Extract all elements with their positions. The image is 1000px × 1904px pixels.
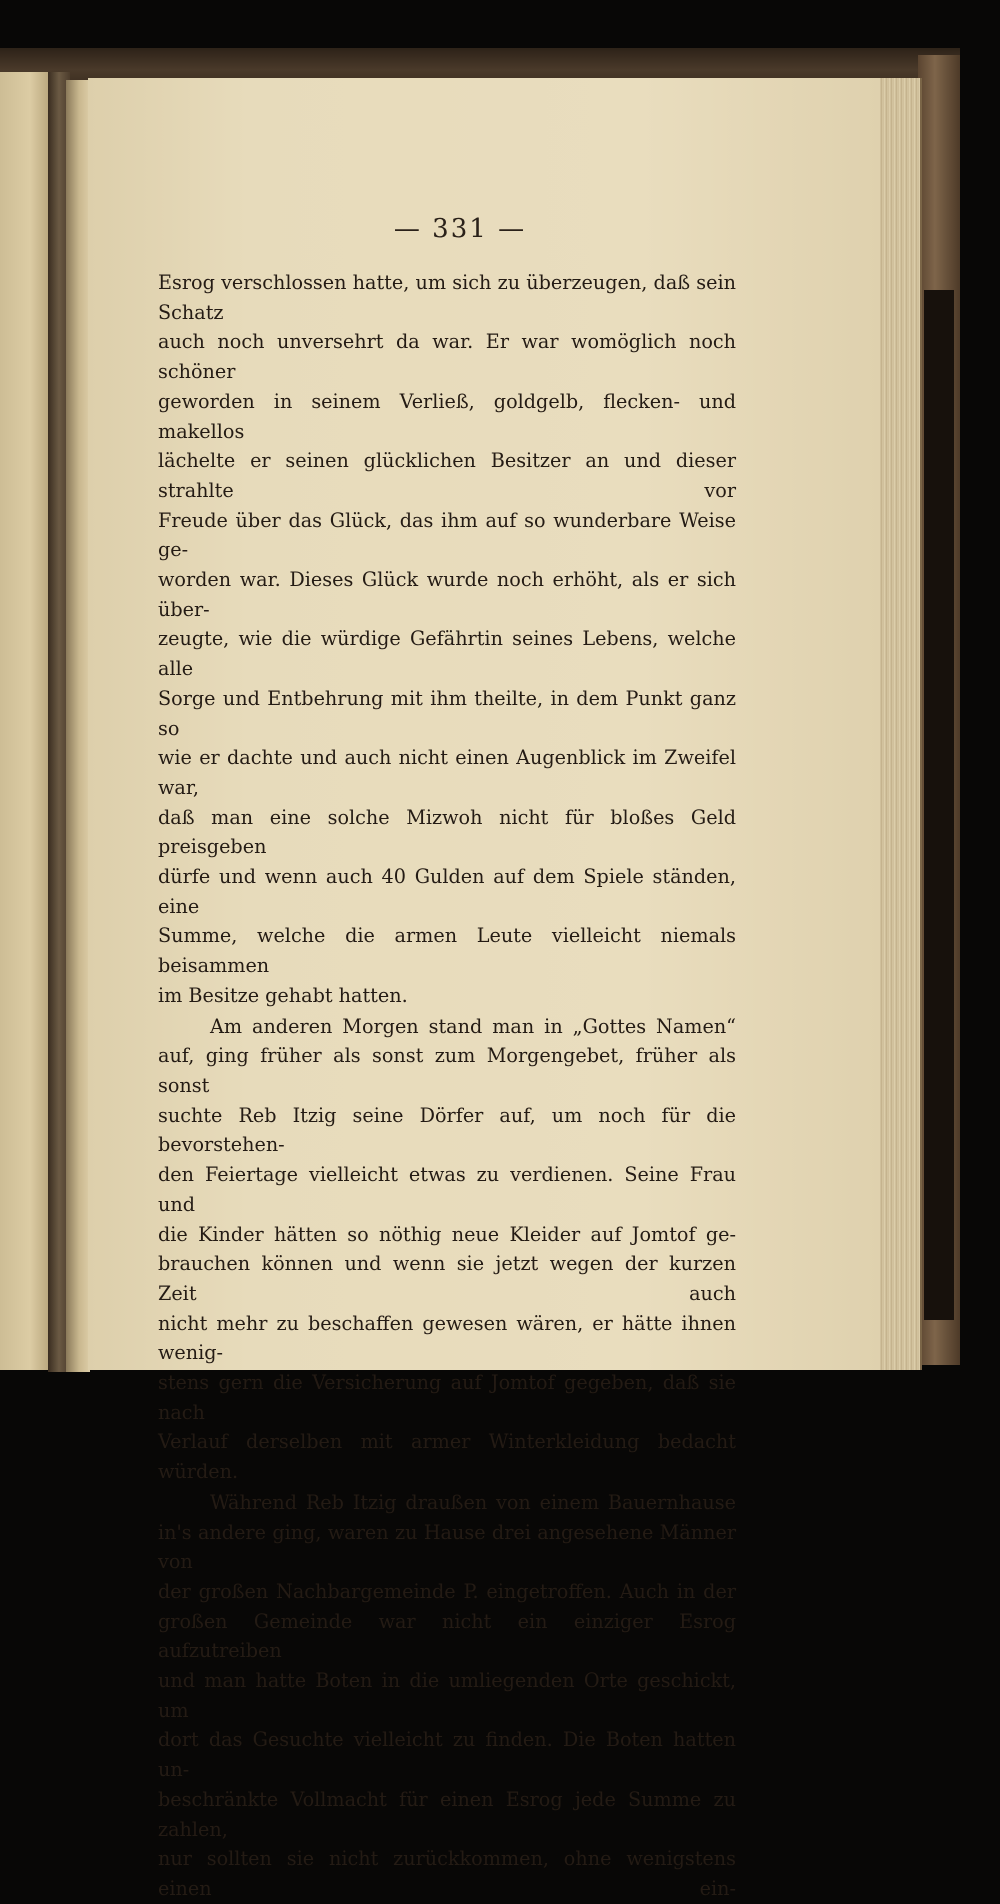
text-line: geworden in seinem Verließ, goldgelb, flecken- und makellos <box>158 389 736 443</box>
text-line: worden war. Dieses Glück wurde noch erhöht, als er sich über- <box>158 568 736 621</box>
text-line: Summe, welche die armen Leute vielleicht niemals beisammen <box>158 924 736 978</box>
text-line: der großen Nachbargemeinde P. eingetroffen. Auch in der <box>158 1579 736 1603</box>
text-line: wie er dachte und auch nicht einen Augenblick im Zweifel war, <box>158 746 736 799</box>
text-line: Esrog verschlossen hatte, um sich zu überzeugen, daß sein Schatz <box>158 271 736 324</box>
text-line: daß man eine solche Mizwoh nicht für bloßes Geld preisgeben <box>158 805 736 859</box>
left-page-edge <box>0 72 50 1370</box>
binding-shadow <box>924 290 954 1320</box>
text-line: Verlauf derselben mit armer Winterkleidung bedacht würden. <box>158 1430 736 1484</box>
body-text <box>158 268 736 1904</box>
text-line: in's andere ging, waren zu Hause drei angesehene Männer von <box>158 1520 736 1574</box>
text-line: im Besitze gehabt hatten. <box>158 983 408 1007</box>
text-line: auf, ging früher als sonst zum Morgengebet, früher als sonst <box>158 1044 736 1097</box>
page-gutter <box>66 80 90 1372</box>
text-line: auch noch unversehrt da war. Er war womöglich noch schöner <box>158 330 736 384</box>
text-line: lächelte er seinen glücklichen Besitzer an und dieser strahlte vor <box>158 449 736 502</box>
text-line: nicht mehr zu beschaffen gewesen wären, er hätte ihnen wenig- <box>158 1311 736 1365</box>
text-line: Sorge und Entbehrung mit ihm theilte, in dem Punkt ganz so <box>158 686 736 740</box>
text-line: und man hatte Boten in die umliegenden Orte geschickt, um <box>158 1669 736 1722</box>
page-stack-edges <box>878 78 922 1370</box>
text-line: zeugte, wie die würdige Gefährtin seines Lebens, welche alle <box>158 627 736 681</box>
text-line: nur sollten sie nicht zurückkommen, ohne wenigstens einen ein- <box>158 1847 736 1900</box>
text-line: dürfe und wenn auch 40 Gulden auf dem Spiele ständen, eine <box>158 865 736 918</box>
text-line: Am anderen Morgen stand man in „Gottes Namen“ <box>210 1014 736 1038</box>
text-line: brauchen können und wenn sie jetzt wegen der kurzen Zeit auch <box>158 1252 736 1305</box>
page-number: — 331 — <box>393 214 527 244</box>
text-line: den Feiertage vielleicht etwas zu verdienen. Seine Frau und <box>158 1163 736 1216</box>
text-line: die Kinder hätten so nöthig neue Kleider auf Jomtof ge- <box>158 1222 736 1246</box>
text-line: großen Gemeinde war nicht ein einziger Esrog aufzutreiben <box>158 1609 736 1663</box>
text-line: Freude über das Glück, das ihm auf so wunderbare Weise ge- <box>158 508 736 562</box>
text-line: stens gern die Versicherung auf Jomtof gegeben, daß sie nach <box>158 1371 736 1424</box>
text-line: Während Reb Itzig draußen von einem Bauernhause <box>210 1490 736 1514</box>
text-line: beschränkte Vollmacht für einen Esrog jede Summe zu zahlen, <box>158 1787 736 1841</box>
text-line: suchte Reb Itzig seine Dörfer auf, um noch für die bevorstehen- <box>158 1103 736 1157</box>
text-line: dort das Gesuchte vielleicht zu finden. Die Boten hatten un- <box>158 1728 736 1782</box>
